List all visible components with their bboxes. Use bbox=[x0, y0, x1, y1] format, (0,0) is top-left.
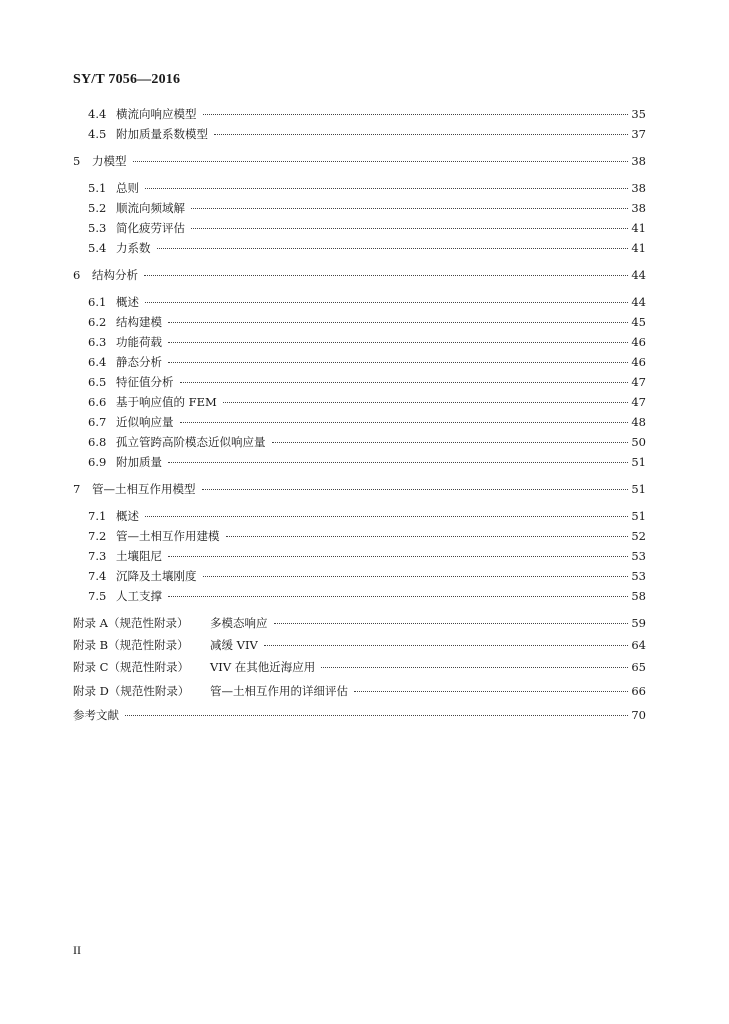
toc-entry-number: 附录 B（规范性附录） bbox=[73, 638, 189, 652]
toc-entry-page: 47 bbox=[631, 375, 646, 389]
toc-leader-dots bbox=[133, 160, 629, 162]
toc-entry-number: 6 bbox=[73, 268, 81, 282]
toc-entry-number: 附录 A（规范性附录） bbox=[73, 616, 189, 630]
toc-entry-page: 51 bbox=[631, 455, 646, 469]
toc-entry-number: 6.2 bbox=[88, 315, 107, 329]
toc-entry-page: 51 bbox=[631, 509, 646, 523]
toc-leader-dots bbox=[168, 321, 628, 323]
toc-entry-number: 6.4 bbox=[88, 355, 107, 369]
toc-entry-title: 管—土相互作用模型 bbox=[92, 482, 196, 496]
toc-leader-dots bbox=[354, 690, 628, 692]
toc-entry[interactable] bbox=[73, 659, 646, 675]
toc-entry-page: 53 bbox=[631, 569, 646, 583]
toc-entry[interactable] bbox=[88, 548, 646, 564]
toc-entry-title: 多模态响应 bbox=[210, 616, 268, 630]
toc-entry-page: 59 bbox=[631, 616, 646, 630]
toc-entry-title: 结构分析 bbox=[92, 268, 138, 282]
toc-entry[interactable] bbox=[88, 314, 646, 330]
toc-entry[interactable] bbox=[88, 508, 646, 524]
toc-leader-dots bbox=[214, 133, 628, 135]
toc-entry-title: 人工支撑 bbox=[116, 589, 162, 603]
toc-entry[interactable] bbox=[88, 240, 646, 256]
toc-entry-number: 7.4 bbox=[88, 569, 107, 583]
toc-entry-page: 35 bbox=[631, 107, 646, 121]
toc-entry-number: 附录 D（规范性附录） bbox=[73, 684, 190, 698]
toc-entry-page: 65 bbox=[631, 660, 646, 674]
toc-leader-dots bbox=[157, 247, 629, 249]
toc-entry-number: 6.5 bbox=[88, 375, 107, 389]
toc-entry-number: 5.1 bbox=[88, 181, 107, 195]
toc-entry-title: 顺流向频域解 bbox=[116, 201, 185, 215]
toc-entry-title: 概述 bbox=[116, 509, 139, 523]
toc-entry-number: 7.2 bbox=[88, 529, 107, 543]
toc-entry-page: 66 bbox=[631, 684, 646, 698]
toc-entry[interactable] bbox=[88, 200, 646, 216]
toc-entry-number: 5.2 bbox=[88, 201, 107, 215]
toc-entry-number: 5 bbox=[73, 154, 81, 168]
toc-entry-page: 53 bbox=[631, 549, 646, 563]
toc-entry-page: 70 bbox=[631, 708, 646, 722]
toc-leader-dots bbox=[226, 535, 629, 537]
toc-entry[interactable] bbox=[88, 414, 646, 430]
toc-entry-page: 38 bbox=[631, 201, 646, 215]
toc-entry-number: 6.6 bbox=[88, 395, 107, 409]
toc-entry[interactable] bbox=[88, 528, 646, 544]
toc-entry[interactable] bbox=[88, 588, 646, 604]
toc-entry-number: 附录 C（规范性附录） bbox=[73, 660, 189, 674]
toc-entry-page: 52 bbox=[631, 529, 646, 543]
toc-leader-dots bbox=[203, 575, 629, 577]
toc-entry-page: 45 bbox=[631, 315, 646, 329]
toc-entry-page: 46 bbox=[631, 335, 646, 349]
toc-entry[interactable] bbox=[88, 354, 646, 370]
toc-entry[interactable] bbox=[88, 220, 646, 236]
toc-entry-title: 简化疲劳评估 bbox=[116, 221, 185, 235]
toc-entry-number: 6.9 bbox=[88, 455, 107, 469]
toc-entry-page: 47 bbox=[631, 395, 646, 409]
toc-entry-title: 结构建模 bbox=[116, 315, 162, 329]
toc-entry-page: 58 bbox=[631, 589, 646, 603]
toc-entry-page: 64 bbox=[631, 638, 646, 652]
toc-entry-title: 附加质量 bbox=[116, 455, 162, 469]
toc-leader-dots bbox=[125, 714, 628, 716]
toc-entry[interactable] bbox=[88, 180, 646, 196]
toc-entry-title: 管—土相互作用建模 bbox=[116, 529, 220, 543]
page-folio: II bbox=[73, 943, 81, 957]
toc-entry-number: 参考文献 bbox=[73, 708, 119, 722]
toc-entry[interactable] bbox=[73, 637, 646, 653]
toc-entry-page: 37 bbox=[631, 127, 646, 141]
toc-entry-title: 基于响应值的 FEM bbox=[116, 395, 217, 409]
toc-leader-dots bbox=[168, 595, 628, 597]
toc-entry-page: 51 bbox=[631, 482, 646, 496]
toc-entry-title: 概述 bbox=[116, 295, 139, 309]
toc-leader-dots bbox=[191, 227, 628, 229]
toc-entry-title: 静态分析 bbox=[116, 355, 162, 369]
toc-entry-page: 50 bbox=[631, 435, 646, 449]
toc-entry-number: 7.5 bbox=[88, 589, 107, 603]
toc-leader-dots bbox=[191, 207, 628, 209]
toc-leader-dots bbox=[168, 361, 628, 363]
toc-entry[interactable] bbox=[88, 126, 646, 142]
toc-entry[interactable] bbox=[73, 153, 646, 169]
toc-entry[interactable] bbox=[73, 615, 646, 631]
toc-entry[interactable] bbox=[88, 434, 646, 450]
toc-leader-dots bbox=[202, 488, 629, 490]
toc-entry-page: 38 bbox=[631, 154, 646, 168]
toc-entry-number: 4.4 bbox=[88, 107, 107, 121]
toc-leader-dots bbox=[203, 113, 629, 115]
toc-entry[interactable] bbox=[73, 683, 646, 699]
toc-entry-title: 减缓 VIV bbox=[210, 638, 258, 652]
toc-leader-dots bbox=[145, 515, 628, 517]
toc-leader-dots bbox=[144, 274, 628, 276]
toc-entry-title: 沉降及土壤刚度 bbox=[116, 569, 197, 583]
toc-entry-number: 7 bbox=[73, 482, 81, 496]
toc-leader-dots bbox=[264, 644, 629, 646]
toc-entry-number: 6.8 bbox=[88, 435, 107, 449]
toc-entry[interactable] bbox=[73, 707, 646, 723]
toc-entry-title: 土壤阻尼 bbox=[116, 549, 162, 563]
toc-entry[interactable] bbox=[73, 267, 646, 283]
toc-leader-dots bbox=[223, 401, 629, 403]
toc-leader-dots bbox=[168, 555, 628, 557]
toc-entry-number: 7.1 bbox=[88, 509, 107, 523]
toc-entry[interactable] bbox=[88, 454, 646, 470]
toc-entry-number: 7.3 bbox=[88, 549, 107, 563]
toc-entry-page: 44 bbox=[631, 295, 646, 309]
toc-entry-title: 近似响应量 bbox=[116, 415, 174, 429]
toc-entry-page: 41 bbox=[631, 221, 646, 235]
toc-entry-title: VIV 在其他近海应用 bbox=[210, 660, 316, 674]
toc-leader-dots bbox=[168, 341, 628, 343]
toc-leader-dots bbox=[272, 441, 629, 443]
toc-entry-page: 48 bbox=[631, 415, 646, 429]
toc-entry-number: 6.7 bbox=[88, 415, 107, 429]
toc-entry-title: 特征值分析 bbox=[116, 375, 174, 389]
toc-entry-title: 力系数 bbox=[116, 241, 151, 255]
toc-leader-dots bbox=[145, 301, 628, 303]
toc-entry-page: 38 bbox=[631, 181, 646, 195]
toc-entry[interactable] bbox=[88, 106, 646, 122]
toc-entry[interactable] bbox=[88, 394, 646, 410]
toc-entry-page: 46 bbox=[631, 355, 646, 369]
toc-entry-title: 总则 bbox=[116, 181, 139, 195]
toc-entry[interactable] bbox=[88, 374, 646, 390]
toc-entry[interactable] bbox=[88, 334, 646, 350]
toc-entry-page: 41 bbox=[631, 241, 646, 255]
standard-code: SY/T 7056—2016 bbox=[73, 72, 181, 87]
toc-entry[interactable] bbox=[88, 294, 646, 310]
toc-leader-dots bbox=[145, 187, 628, 189]
toc-leader-dots bbox=[168, 461, 628, 463]
toc-entry-number: 4.5 bbox=[88, 127, 107, 141]
toc-leader-dots bbox=[180, 381, 629, 383]
toc-entry-title: 附加质量系数模型 bbox=[116, 127, 208, 141]
toc-entry-number: 6.3 bbox=[88, 335, 107, 349]
toc-entry-page: 44 bbox=[631, 268, 646, 282]
toc-leader-dots bbox=[180, 421, 629, 423]
toc-entry-title: 横流向响应模型 bbox=[116, 107, 197, 121]
toc-leader-dots bbox=[274, 622, 629, 624]
toc-leader-dots bbox=[321, 666, 628, 668]
toc-entry-number: 6.1 bbox=[88, 295, 107, 309]
toc-entry[interactable] bbox=[73, 481, 646, 497]
toc-entry[interactable] bbox=[88, 568, 646, 584]
toc-entry-title: 力模型 bbox=[92, 154, 127, 168]
toc-entry-number: 5.3 bbox=[88, 221, 107, 235]
toc-entry-title: 孤立管跨高阶模态近似响应量 bbox=[116, 435, 266, 449]
toc-entry-number: 5.4 bbox=[88, 241, 107, 255]
toc-entry-title: 管—土相互作用的详细评估 bbox=[210, 684, 348, 698]
toc-entry-title: 功能荷载 bbox=[116, 335, 162, 349]
